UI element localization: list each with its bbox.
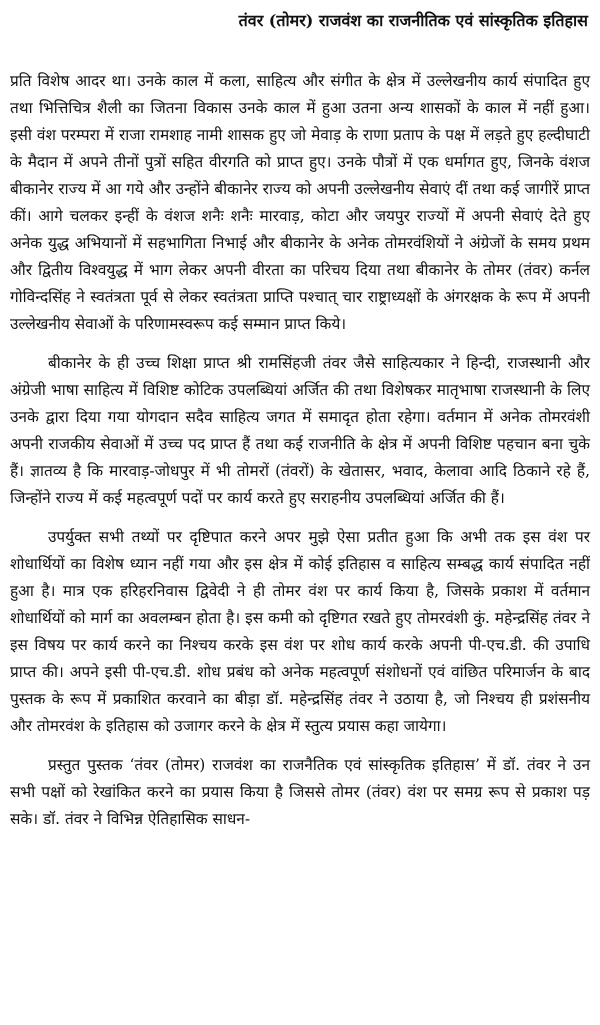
paragraph-continued: प्रति विशेष आदर था। उनके काल में कला, साहित्य और संगीत के क्षेत्र में उल्लेखनीय कार्य संपादित हुए तथा भित्तिचित्र शैली का जितना विकास उनके काल में हुआ उतना अन्य शासकों के काल में नहीं हुआ। इसी वंश परम्परा में राजा रामशाह नामी शासक हुए जो मेवाड़ के राणा प्रताप के पक्ष में लड़ते हुए हल्दीघाटी के मैदान में अपने तीनों पुत्रों सहित वीरगति को प्राप्त हुए। उनके पौत्रों में एक धर्मागत हुए, जिनके वंशज बीकानेर राज्य में आ गये और उन्होंने बीकानेर राज्य को अपनी उल्लेखनीय सेवाएं दीं तथा कई जागीरें प्राप्त कीं। आगे चलकर इन्हीं के वंशज शनैः शनैः मारवाड़, कोटा और जयपुर राज्यों में अपनी सेवाएं देते हुए अनेक युद्ध अभियानों में सहभागिता निभाई और बीकानेर के अनेक तोमरवंशियों ने अंग्रेजों के समय प्रथम और द्वितीय विश्वयुद्ध में भाग लेकर अपनी वीरता का परिचय दिया तथा बीकानेर के तोमर (तंवर) कर्नल गोविन्दसिंह ने स्वतंत्रता पूर्व से लेकर स्वतंत्रता प्राप्ति पश्चात् चार राष्ट्राध्यक्षों के अंगरक्षक के रूप में अपनी उल्लेखनीय सेवाओं के परिणामस्वरूप कई सम्मान प्राप्त किये। — [10, 72, 590, 333]
paragraph-ramsingh-tanwar: बीकानेर के ही उच्च शिक्षा प्राप्त श्री रामसिंहजी तंवर जैसे साहित्यकार ने हिन्दी, राजस्थानी और अंग्रेजी भाषा साहित्य में विशिष्ट कोटिक उपलब्धियां अर्जित की तथा विशेषकर मातृभाषा राजस्थानी के लिए उनके द्वारा दिया गया योगदान सदैव साहित्य जगत में समादृत होता रहेगा। वर्तमान में अनेक तोमरवंशी अपनी राजकीय सेवाओं में उच्च पद प्राप्त हैं तथा कई राजनीति के क्षेत्र में अपनी विशिष्ट पहचान बना चुके हैं। ज्ञातव्य है कि मारवाड़-जोधपुर में भी तोमरों (तंवरों) के खेतासर, भवाद, केलावा आदि ठिकाने रहे हैं, जिन्होंने राज्य में कई महत्वपूर्ण पदों पर कार्य करते हुए सराहनीय उपलब्धियां अर्जित की हैं। — [10, 354, 590, 507]
paragraph-research-context: उपर्युक्त सभी तथ्यों पर दृष्टिपात करने अपर मुझे ऐसा प्रतीत हुआ कि अभी तक इस वंश पर शोधार्थियों का विशेष ध्यान नहीं गया और इस क्षेत्र में कोई इतिहास व साहित्य सम्बद्ध कार्य संपादित नहीं हुआ है। मात्र एक हरिहरनिवास द्विवेदी ने ही तोमर वंश पर कार्य किया है, जिसके प्रकाश में वर्तमान शोधार्थियों को मार्ग का अवलम्बन होता है। इस कमी को दृष्टिगत रखते हुए तोमरवंशी कुं. महेन्द्रसिंह तंवर ने इस विषय पर कार्य करने का निश्चय करके इस वंश पर शोध कार्य करके अपनी पी-एच.डी. की उपाधि प्राप्त की। अपने इसी पी-एच.डी. शोध प्रबंध को अनेक महत्वपूर्ण संशोधनों एवं वांछित परिमार्जन के बाद पुस्तक के रूप में प्रकाशित करवाने का बीड़ा डॉ. महेन्द्रसिंह तंवर ने उठाया है, जो निश्चय ही प्रशंसनीय और तोमरवंश के इतिहास को उजागर करने के क्षेत्र में स्तुत्य प्रयास कहा जायेगा। — [10, 528, 590, 735]
paragraph-book-introduction: प्रस्तुत पुस्तक ‘तंवर (तोमर) राजवंश का राजनैतिक एवं सांस्कृतिक इतिहास’ में डॉ. तंवर ने उन सभी पक्षों को रेखांकित करने का प्रयास किया है जिससे तोमर (तंवर) वंश पर समग्र रूप से प्रकाश पड़ सके। डॉ. तंवर ने विभिन्न ऐतिहासिक साधन- — [10, 756, 590, 828]
running-header-title: तंवर (तोमर) राजवंश का राजनीतिक एवं सांस्कृतिक इतिहास — [238, 11, 588, 30]
